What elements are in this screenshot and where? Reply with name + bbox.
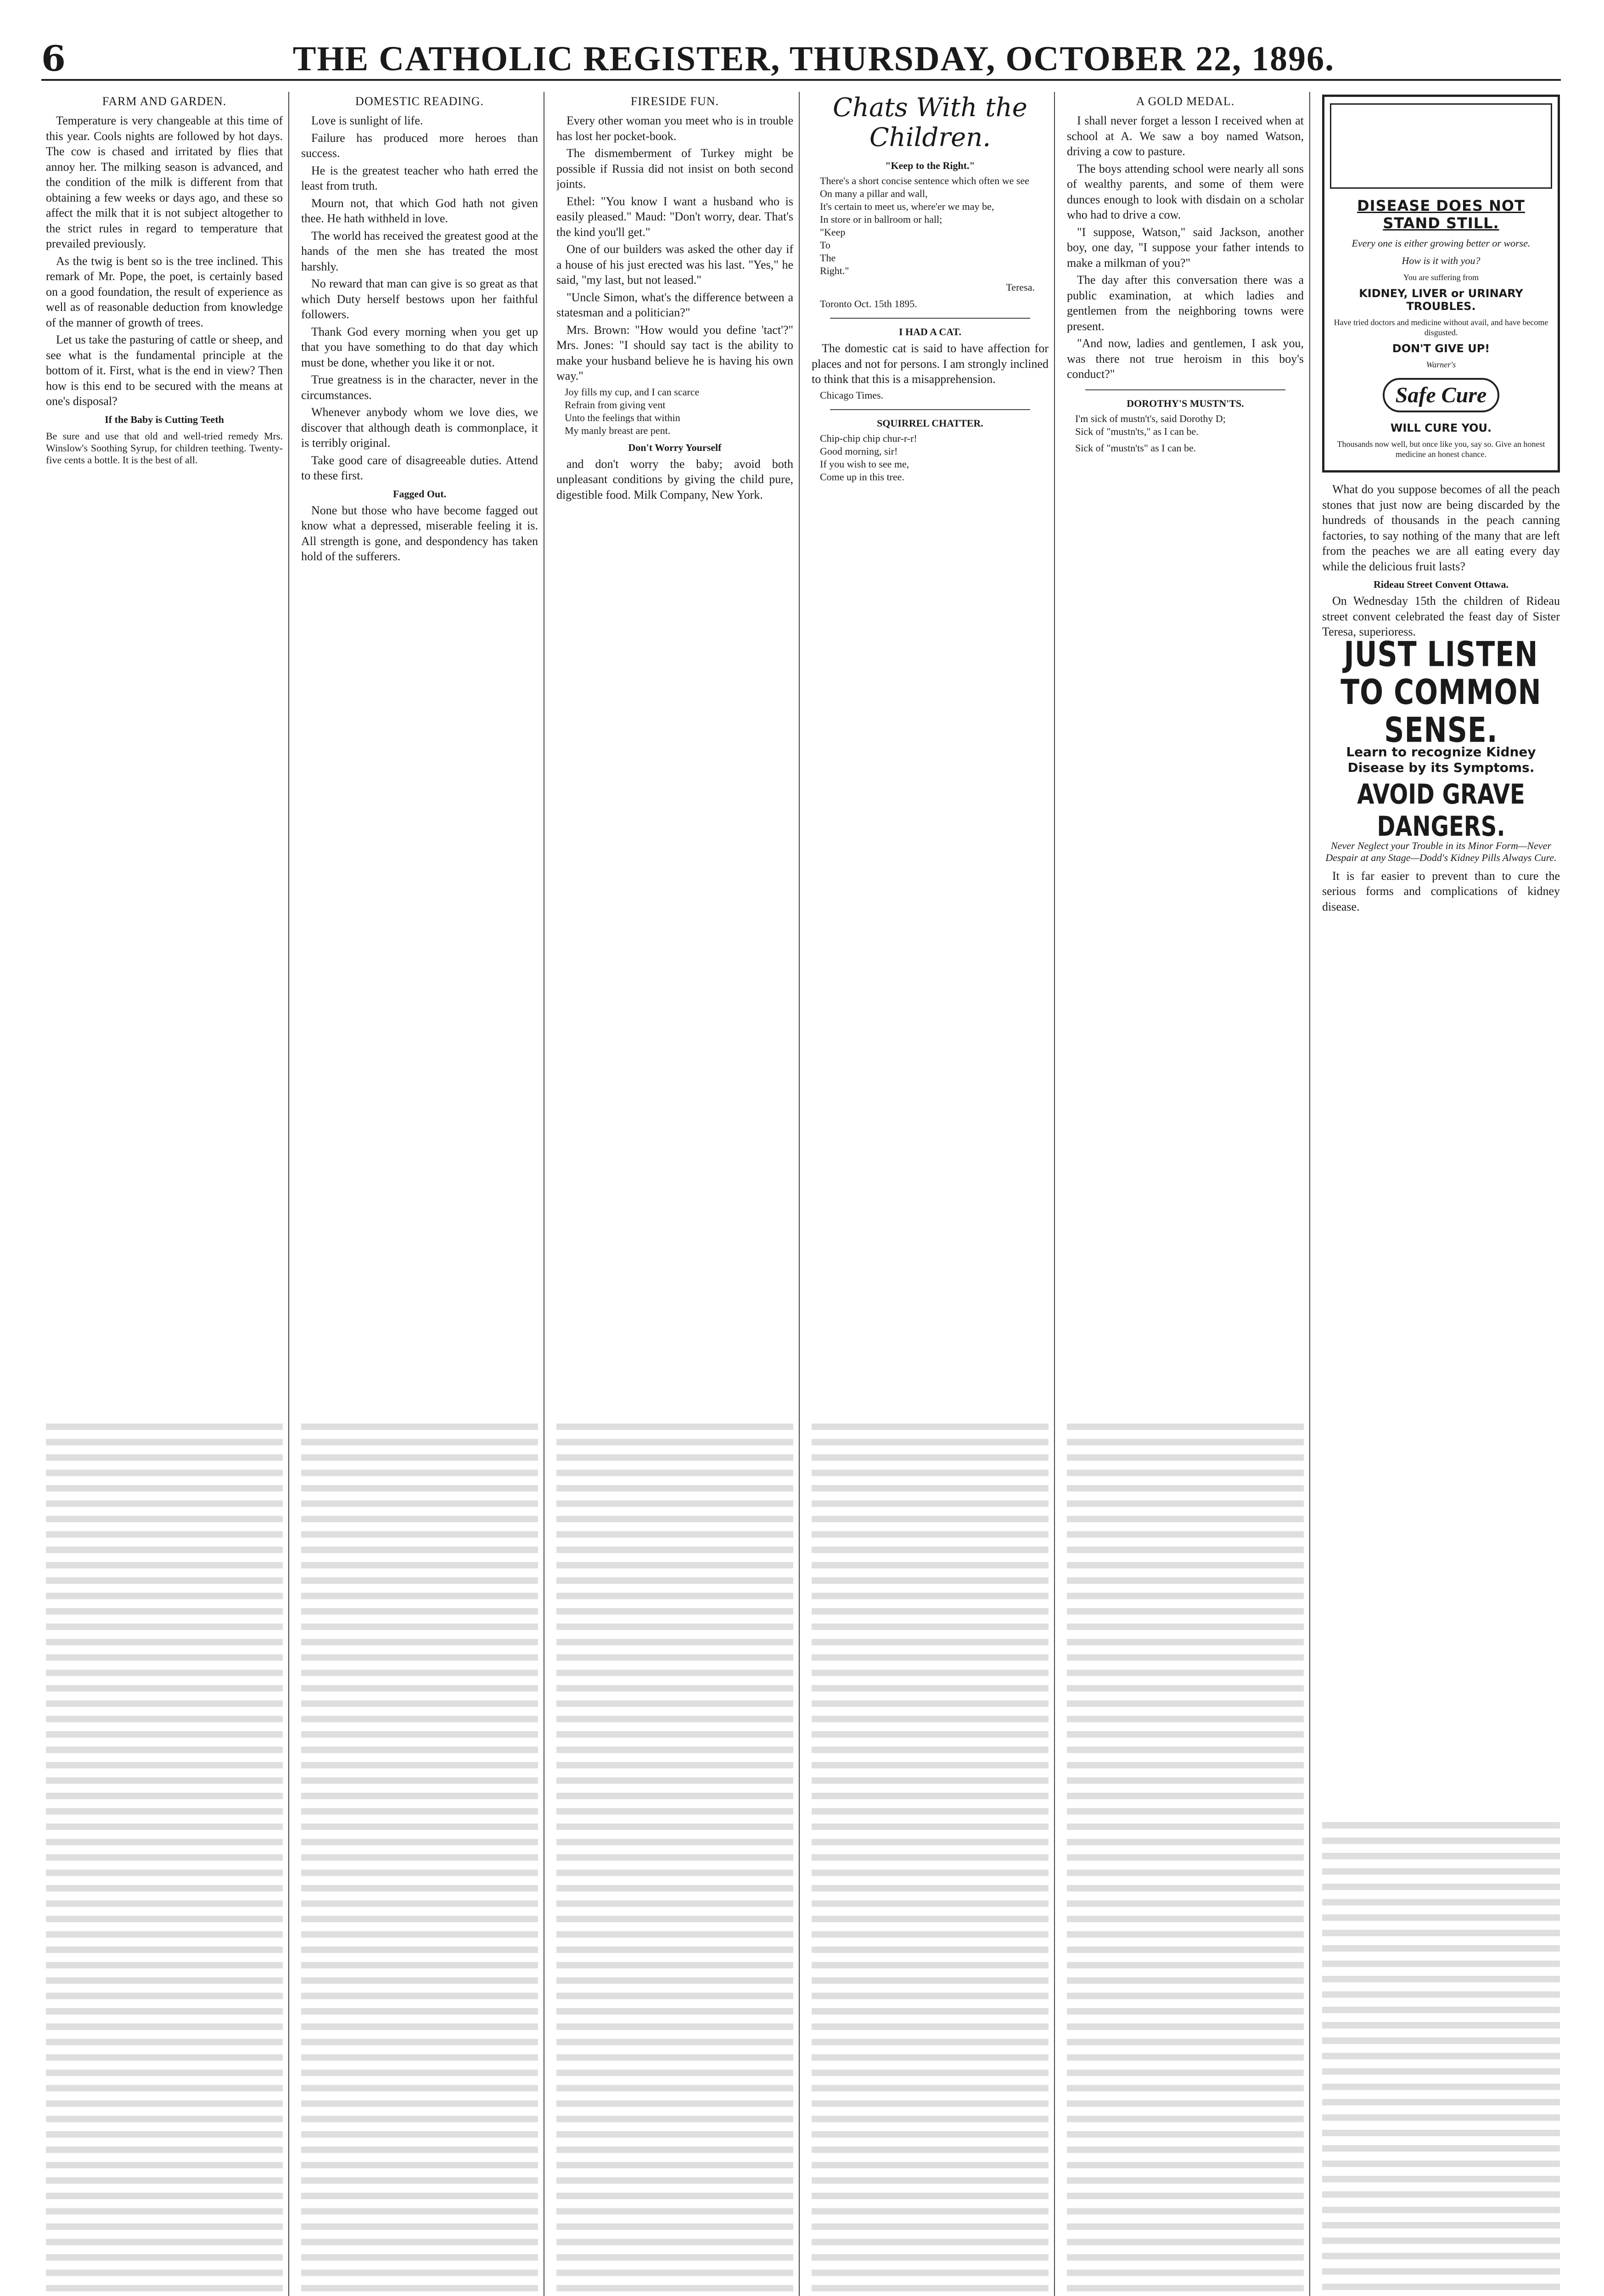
ad-cta: DON'T GIVE UP! (1392, 342, 1490, 355)
article-paragraph: Take good care of disagreeable duties. Attend to these first. (301, 453, 538, 482)
verse: There's a short concise sentence which often we see On many a pillar and wall, It's certain to meet us, where'er we may be, In store or in ballroom or hall; "Keep To The Right." (820, 175, 1029, 276)
article-paragraph: None but those who have become fagged out know what a depressed, miserable feeling it is. All strength is gone, and despondency has taken hold of the sufferers. (301, 503, 538, 563)
article-paragraph: It is far easier to prevent than to cure the serious forms and complications of kidney disease. (1322, 869, 1560, 913)
ad-headline-2: AVOID GRAVE DANGERS. (1357, 778, 1525, 843)
verse: I'm sick of mustn't's, said Dorothy D; Sick of "mustn'ts," as I can be. (1075, 412, 1226, 437)
place-date: Toronto Oct. 15th 1895. (820, 298, 917, 310)
article-paragraph: Temperature is very changeable at this time of this year. Cools nights are followed by hot days. The cow is chased and irritated by flies that annoy her. The milking season is advanced, and the condition of the milk is different from that obtaining a few weeks or days ago, and these so affect the milk that it is not subject altogether to the strict rules in regard to temperature that prevailed previously. (46, 114, 283, 250)
ad-big-headline: JUST LISTEN TO COMMON SENSE. (1340, 634, 1542, 750)
article-paragraph: Ethel: "You know I want a husband who is easily pleased." Maud: "Don't worry, dear. That's the kind you'll get." (556, 194, 793, 239)
column-gold-medal (1067, 92, 1310, 2296)
masthead (41, 24, 1561, 81)
page-columns (46, 92, 1565, 2296)
safe-cure-advertisement (1322, 95, 1560, 473)
article-paragraph: The domestic cat is said to have affection for places and not for persons. I am strongly inclined to think that this is a misapprehension. (812, 342, 1049, 386)
ad-lead-2: Never Neglect your Trouble in its Minor Form—Never Despair at any Stage—Dodd's Kidney Pills Always Cure. (1325, 839, 1557, 863)
sub-heading: Fagged Out. (393, 488, 447, 500)
article-paragraph: "Uncle Simon, what's the difference between a statesman and a politician?" (556, 290, 793, 319)
article-paragraph: Love is sunlight of life. (311, 114, 423, 127)
divider (830, 409, 1030, 410)
article-paragraph: True greatness is in the character, never in the circumstances. (301, 373, 538, 402)
verse: Sick of "mustn'ts" as I can be. (1075, 442, 1196, 454)
ad-lead: Every one is either growing better or worse. (1352, 237, 1531, 249)
article-paragraph: What do you suppose becomes of all the peach stones that just now are being discarded by the hundreds of thousands in the peach canning factories, to say nothing of the many that are left from the peaches we are all eating every day while the delicious fruit lasts? (1322, 483, 1560, 573)
section-heading: FARM AND GARDEN. (102, 95, 227, 108)
ad-note: Thousands now well, but once like you, say so. Give an honest medicine an honest chance. (1337, 439, 1545, 459)
article-paragraph: The dismemberment of Turkey might be possible if Russia did not insist on both second joints. (556, 146, 793, 191)
article-paragraph: Thank God every morning when you get up that you have something to do that day which must be done, whether you like it or not. (301, 325, 538, 369)
article-paragraph: No reward that man can give is so great as that which Duty herself bestows upon her faithful followers. (301, 277, 538, 321)
sub-heading: Rideau Street Convent Ottawa. (1373, 579, 1509, 590)
column-domestic-reading (301, 92, 544, 2296)
article-paragraph: I shall never forget a lesson I received when at school at A. We saw a boy named Watson, driving a cow to pasture. (1067, 114, 1304, 158)
column-text-continuation (46, 1420, 283, 2296)
ad-mid-headline: Learn to recognize Kidney Disease by its Symptoms. (1346, 744, 1536, 775)
sub-heading: I HAD A CAT. (898, 326, 962, 338)
ad-tagline: WILL CURE YOU. (1390, 422, 1492, 434)
section-heading: FIRESIDE FUN. (630, 95, 719, 108)
column-advertisements (1322, 92, 1565, 2296)
article-paragraph: Failure has produced more heroes than success. (301, 131, 538, 160)
sub-heading: DOROTHY'S MUSTN'TS. (1127, 397, 1244, 409)
poem-title: "Keep to the Right." (885, 160, 975, 171)
brand-logo: Safe Cure (1383, 378, 1500, 412)
section-heading: DOMESTIC READING. (355, 95, 484, 108)
footer-text: Be sure and use that old and well-tried remedy Mrs. Winslow's Soothing Syrup, for children teething. Twenty-five cents a bottle. It is the best of all. (46, 430, 283, 466)
column-fireside-fun (556, 92, 800, 2296)
poem-signature: Teresa. (1006, 281, 1035, 293)
column-text-continuation (812, 1420, 1049, 2296)
ad-illustration (1330, 103, 1552, 189)
article-paragraph: The world has received the greatest good at the hands of the men she has treated the most harshly. (301, 229, 538, 273)
article-paragraph: One of our builders was asked the other day if a house of his just erected was his last. "Yes," he said, "my last, but not leased." (556, 242, 793, 287)
article-paragraph: "And now, ladies and gentlemen, I ask you, was there not true heroism in this boy's conduct?" (1067, 337, 1304, 381)
page-number: 6 (41, 38, 67, 79)
article-paragraph: Let us take the pasturing of cattle or sheep, and see what is the fundamental principle at the bottom of it. First, what is the end in view? Then how is this end to be secured with the means at one's disposal? (46, 333, 283, 408)
column-farm-and-garden (46, 92, 289, 2296)
column-text-continuation (556, 1420, 793, 2296)
article-paragraph: The boys attending school were nearly all sons of wealthy parents, and some of them were dunces enough to look with disdain on a scholar who had to drive a cow. (1067, 162, 1304, 221)
divider (830, 318, 1030, 319)
ad-body: Have tried doctors and medicine without avail, and have become disgusted. (1334, 318, 1548, 337)
article-paragraph: On Wednesday 15th the children of Rideau street convent celebrated the feast day of Sister Teresa, superioress. (1322, 594, 1560, 638)
article-paragraph: Every other woman you meet who is in trouble has lost her pocket-book. (556, 114, 793, 143)
article-paragraph: As the twig is bent so is the tree inclined. This remark of Mr. Pope, the poet, is certainly based on a good foundation, the result of experience as well as of reasonable deduction from knowledge of the manner of growth of trees. (46, 254, 283, 329)
source-credit: Chicago Times. (820, 389, 884, 401)
article-paragraph: Mourn not, that which God hath not given thee. He hath withheld in love. (301, 196, 538, 225)
column-text-continuation (301, 1420, 538, 2296)
section-heading: Chats With the Children. (833, 93, 1027, 152)
article-paragraph: Mrs. Brown: "How would you define 'tact'?" Mrs. Jones: "I should say tact is the ability to make your husband believe he is having his own way." (556, 323, 793, 383)
footer-title: If the Baby is Cutting Teeth (105, 413, 224, 425)
column-text-continuation (1322, 1818, 1560, 2296)
ad-question: How is it with you? (1402, 255, 1481, 266)
article-paragraph: and don't worry the baby; avoid both unpleasant conditions by giving the child pure, digestible food. Milk Company, New York. (556, 457, 793, 501)
sub-heading: Don't Worry Yourself (628, 441, 722, 453)
section-heading: A GOLD MEDAL. (1136, 95, 1235, 108)
newspaper-title: THE CATHOLIC REGISTER, THURSDAY, OCTOBER 22, 1896. (292, 39, 1335, 78)
column-chats-with-children (812, 92, 1055, 2296)
sub-heading: SQUIRREL CHATTER. (877, 417, 983, 429)
column-text-continuation (1067, 1420, 1304, 2296)
ad-headline: DISEASE DOES NOT STAND STILL. (1357, 197, 1525, 232)
ad-brand-top: Warner's (1426, 360, 1456, 369)
ad-sub: You are suffering from (1403, 273, 1479, 282)
verse: Chip-chip chip chur-r-r! Good morning, sir! If you wish to see me, Come up in this tree. (820, 432, 917, 483)
article-paragraph: He is the greatest teacher who hath erred the least from truth. (301, 163, 538, 192)
article-paragraph: Whenever anybody whom we love dies, we discover that although death is commonplace, it is terribly original. (301, 405, 538, 450)
verse: Joy fills my cup, and I can scarce Refrain from giving vent Unto the feelings that within My manly breast are pent. (565, 386, 700, 436)
article-paragraph: The day after this conversation there was a public examination, at which ladies and gentlemen from the neighboring towns were present. (1067, 273, 1304, 333)
ad-condition: KIDNEY, LIVER or URINARY TROUBLES. (1359, 287, 1523, 313)
divider (1085, 389, 1285, 390)
article-paragraph: "I suppose, Watson," said Jackson, another boy, one day, "I suppose your father intends to make a milkman of you?" (1067, 225, 1304, 270)
